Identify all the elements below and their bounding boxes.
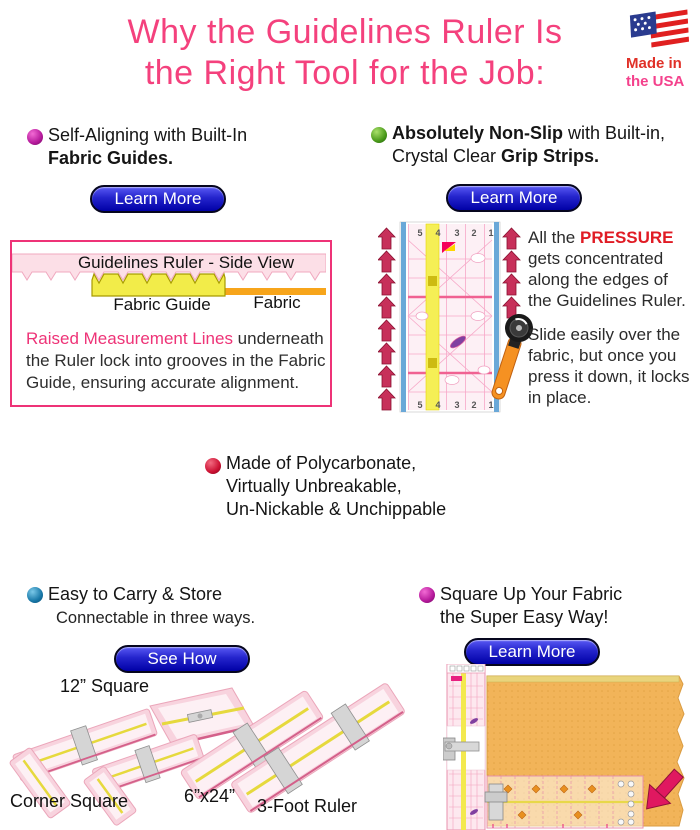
pressure-word: PRESSURE <box>579 228 674 247</box>
non-slip-line1: Absolutely Non-Slip with Built-in, <box>392 123 666 143</box>
label-12-square: 12” Square <box>60 676 150 696</box>
vertical-ruler <box>443 664 485 830</box>
feature-self-aligning <box>48 124 348 170</box>
label-3-foot: 3-Foot Ruler <box>257 796 358 816</box>
polycarbonate-line3: Un-Nickable & Unchippable <box>226 499 447 519</box>
bullet-dot-non-slip <box>371 127 387 143</box>
pressure-paragraph-2: Slide easily over the fabric, but once you press it down, it locks in place. <box>528 325 690 407</box>
feature-carry: Easy to Carry & Store <box>48 584 223 604</box>
fabric-selvage <box>487 676 679 682</box>
svg-text:1: 1 <box>488 228 494 238</box>
svg-text:4: 4 <box>435 400 441 410</box>
fabric-squaring-image <box>443 664 693 830</box>
bullet-dot-carry <box>27 587 43 603</box>
fabric-label: Fabric <box>253 293 301 312</box>
svg-text:4: 4 <box>435 228 441 238</box>
polycarbonate-line2: Virtually Unbreakable, <box>226 476 402 496</box>
svg-text:3: 3 <box>454 400 460 410</box>
caption-rest: underneath the Ruler lock into grooves in the Fabric Guide, ensuring accurate alignment. <box>26 329 326 392</box>
page-title-line1: Why the Guidelines Ruler Is <box>127 13 563 51</box>
made-in-line2: the USA <box>626 73 685 90</box>
svg-text:2: 2 <box>471 400 477 410</box>
square-up-line1: Square Up Your Fabric <box>440 584 623 604</box>
made-in-usa-label <box>626 55 698 91</box>
square-up-line2: the Super Easy Way! <box>440 607 609 627</box>
grip-marker-1 <box>428 276 437 286</box>
feature-polycarbonate <box>226 452 506 521</box>
pressure-text <box>528 227 695 408</box>
horizontal-ruler <box>485 776 643 828</box>
label-6x24: 6”x24” <box>184 786 236 806</box>
fabric-guide-label: Fabric Guide <box>113 295 211 314</box>
learn-more-button-square-up[interactable]: Learn More <box>464 638 600 666</box>
svg-text:5: 5 <box>417 400 423 410</box>
side-view-caption <box>26 328 328 394</box>
svg-text:5: 5 <box>417 228 423 238</box>
carry-subtext: Connectable in three ways. <box>56 609 256 627</box>
page-title <box>0 12 690 94</box>
fabric-guide-shape <box>92 274 225 296</box>
feature-non-slip <box>392 122 697 168</box>
bullet-dot-polycarbonate <box>205 458 221 474</box>
side-view-diagram <box>10 240 332 407</box>
svg-text:2: 2 <box>471 228 477 238</box>
ruler-left-edge <box>401 222 406 412</box>
pressure-paragraph-1: All the PRESSURE gets concentrated along the edges of the Guidelines Ruler. <box>528 228 686 310</box>
polycarbonate-line1: Made of Polycarbonate, <box>226 453 417 473</box>
side-view-title: Guidelines Ruler - Side View <box>77 253 295 272</box>
feature-square-up <box>440 583 690 629</box>
self-aligning-line1: Self-Aligning with Built-In <box>48 125 248 145</box>
learn-more-button-fabric-guides[interactable]: Learn More <box>90 185 226 213</box>
label-corner-square: Corner Square <box>10 791 129 811</box>
svg-text:3: 3 <box>454 228 460 238</box>
caption-highlight: Raised Measurement Lines <box>26 329 233 348</box>
learn-more-button-grip-strips[interactable]: Learn More <box>446 184 582 212</box>
bullet-dot-self-aligning <box>27 129 43 145</box>
made-in-line1: Made in <box>626 55 682 72</box>
ruler-illustration <box>378 220 550 416</box>
page-title-line2: the Right Tool for the Job: <box>144 54 546 92</box>
bullet-dot-square-up <box>419 587 435 603</box>
self-aligning-line2: Fabric Guides. <box>48 148 174 168</box>
us-flag-icon <box>627 8 693 54</box>
pressure-arrows-right <box>503 228 520 318</box>
svg-text:1: 1 <box>488 400 494 410</box>
grip-marker-2 <box>428 358 437 368</box>
see-how-button[interactable]: See How <box>114 645 250 673</box>
non-slip-line2: Crystal Clear Grip Strips. <box>392 146 600 166</box>
pressure-arrows-left <box>378 228 395 410</box>
